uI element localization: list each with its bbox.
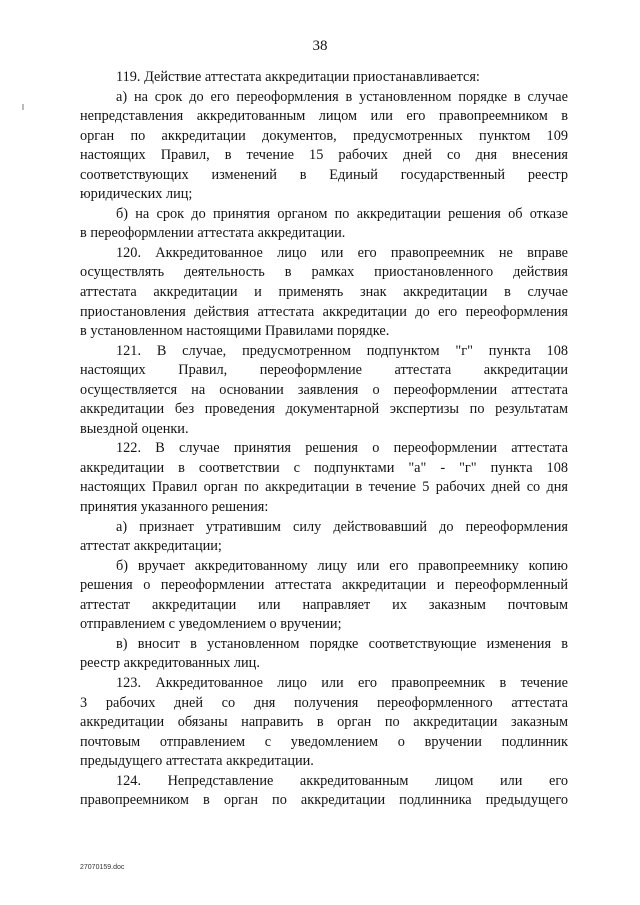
text-line: отправлением с уведомлением о вручении; (80, 616, 342, 633)
text-line: настоящих Правил, переоформление аттестата аккредитации (80, 362, 568, 379)
text-line: приостановления действия аттестата аккредитации до его переоформления (80, 303, 568, 320)
text-line: аттестата аккредитации и применять знак аккредитации в случае (80, 284, 568, 301)
text-line: б) на срок до принятия органом по аккредитации решения об отказе (116, 205, 568, 222)
document-text (80, 68, 568, 811)
text-line: аттестат аккредитации или направляет их заказным почтовым (80, 596, 568, 613)
text-line: 120. Аккредитованное лицо или его правопреемник не вправе (116, 244, 568, 261)
text-line: 124. Непредставление аккредитованным лицом или его (116, 772, 568, 789)
text-line: предыдущего аттестата аккредитации. (80, 753, 314, 770)
text-line: реестр аккредитованных лиц. (80, 655, 260, 672)
text-line: правопреемником в орган по аккредитации подлинника предыдущего (80, 792, 568, 809)
text-line: в переоформлении аттестата аккредитации. (80, 225, 346, 242)
text-line: юридических лиц; (80, 186, 193, 203)
footer-filename: 27070159.doc (80, 864, 125, 871)
text-line: а) признает утратившим силу действовавший до переоформления (116, 518, 568, 535)
text-line: выездной оценки. (80, 420, 189, 437)
page-number: 38 (312, 38, 328, 54)
text-line: 121. В случае, предусмотренном подпунктом "г" пункта 108 (116, 342, 568, 359)
text-line: почтовым отправлением с уведомлением о вручении подлинник (80, 733, 568, 750)
text-line: а) на срок до его переоформления в установленном порядке в случае (116, 88, 568, 105)
text-line: аккредитации без проведения документарной экспертизы по результатам (80, 401, 568, 418)
text-line: в) вносит в установленном порядке соответствующие изменения в (116, 635, 568, 652)
text-line: настоящих Правил, в течение 15 рабочих дней со дня внесения (80, 147, 568, 164)
text-line: б) вручает аккредитованному лицу или его правопреемнику копию (116, 557, 568, 574)
text-line: 122. В случае принятия решения о переоформлении аттестата (116, 440, 568, 457)
text-line: аттестат аккредитации; (80, 538, 222, 555)
text-line: осуществлять деятельность в рамках приостановленного действия (80, 264, 568, 281)
text-line: соответствующих изменений в Единый государственный реестр (80, 166, 568, 183)
text-line: в установленном настоящими Правилами порядке. (80, 323, 390, 340)
text-line: аккредитации в соответствии с подпунктами "а" - "г" пункта 108 (80, 459, 568, 476)
text-line: осуществляется на основании заявления о переоформлении аттестата (80, 381, 568, 398)
text-line: настоящих Правил орган по аккредитации в течение 5 рабочих дней со дня (80, 479, 568, 496)
text-line: принятия указанного решения: (80, 499, 269, 516)
text-line: непредставления аккредитованным лицом или его правопреемником в (80, 108, 568, 125)
text-line: орган по аккредитации документов, предусмотренных пунктом 109 (80, 127, 568, 144)
text-line: 3 рабочих дней со дня получения переоформленного аттестата (80, 694, 568, 711)
margin-mark (22, 104, 24, 110)
text-line: аккредитации обязаны направить в орган по аккредитации заказным (80, 714, 568, 731)
text-line: 123. Аккредитованное лицо или его правопреемник в течение (116, 674, 568, 691)
text-line: решения о переоформлении аттестата аккредитации и переоформленный (80, 577, 568, 594)
text-line: 119. Действие аттестата аккредитации приостанавливается: (116, 69, 480, 85)
